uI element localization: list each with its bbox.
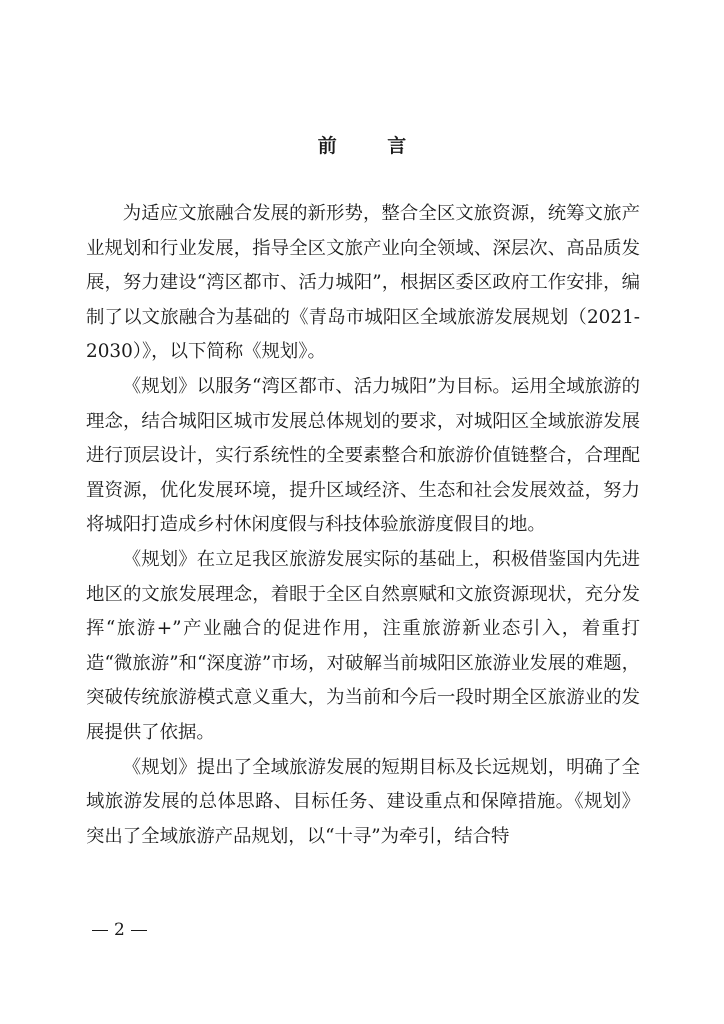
page-title: 前 言	[317, 135, 429, 157]
body-text	[86, 197, 640, 854]
paragraph-1: 为适应文旅融合发展的新形势，整合全区文旅资源，统筹文旅产业规划和行业发展，指导全区文旅产业向全领域、深层次、高品质发展，努力建设“湾区都市、活力城阳”，根据区委区政府工作安排，编制了以文旅融合为基础的《青岛市城阳区全域旅游发展规划（2021-2030）》，以下简称《规划》。	[86, 203, 640, 363]
paragraph-3: 《规划》在立足我区旅游发展实际的基础上，积极借鉴国内先进地区的文旅发展理念，着眼于全区自然禀赋和文旅资源现状，充分发挥“旅游+”产业融合的促进作用，注重旅游新业态引入，着重打造“微旅游”和“深度游”市场，对破解当前城阳区旅游业发展的难题，突破传统旅游模式意义重大，为当前和今后一段时期全区旅游业的发展提供了依据。	[86, 548, 640, 743]
dash-left	[92, 930, 108, 931]
paragraph-4: 《规划》提出了全域旅游发展的短期目标及长远规划，明确了全域旅游发展的总体思路、目标任务、建设重点和保障措施。《规划》突出了全域旅游产品规划，以“十寻”为牵引，结合特	[86, 756, 640, 847]
page-number-footer	[92, 918, 147, 942]
page-number: 2	[114, 920, 125, 940]
paragraph-2: 《规划》以服务“湾区都市、活力城阳”为目标。运用全域旅游的理念，结合城阳区城市发展总体规划的要求，对城阳区全域旅游发展进行顶层设计，实行系统性的全要素整合和旅游价值链整合，合理配置资源，优化发展环境，提升区域经济、生态和社会发展效益，努力将城阳打造成乡村休闲度假与科技体验旅游度假目的地。	[86, 375, 640, 536]
dash-right	[131, 930, 147, 931]
